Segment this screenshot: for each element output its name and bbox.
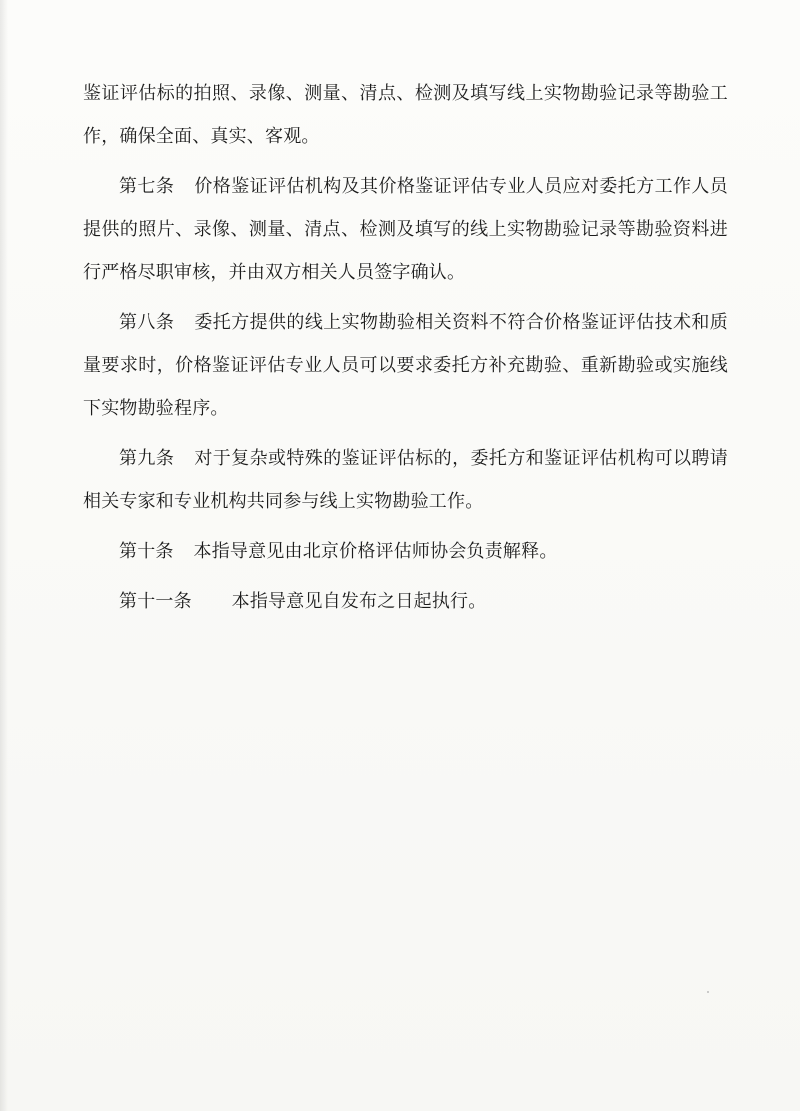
article-label: 第十一条 (119, 591, 192, 612)
article-label: 第七条 (119, 176, 175, 197)
paragraph-text: 鉴证评估标的拍照、录像、测量、清点、检测及填写线上实物勘验记录等勘验工作，确保全面、真实、客观。 (83, 83, 728, 147)
paragraph-continuation (83, 72, 728, 158)
scan-speck (707, 991, 709, 993)
article-label: 第十条 (119, 541, 174, 562)
article-7 (83, 165, 728, 294)
article-label: 第九条 (119, 448, 175, 469)
article-text: 委托方提供的线上实物勘验相关资料不符合价格鉴证评估技术和质量要求时，价格鉴证评估专业人员可以要求委托方补充勘验、重新勘验或实施线下实物勘验程序。 (83, 312, 729, 419)
article-10 (83, 530, 728, 573)
article-9 (83, 437, 728, 523)
article-label: 第八条 (119, 312, 175, 333)
article-11 (83, 580, 728, 623)
document-body (83, 72, 728, 630)
article-text: 价格鉴证评估机构及其价格鉴证评估专业人员应对委托方工作人员提供的照片、录像、测量、清点、检测及填写的线上实物勘验记录等勘验资料进行严格尽职审核，并由双方相关人员签字确认。 (83, 176, 729, 283)
scan-edge-shadow (0, 0, 8, 1111)
article-8 (83, 301, 728, 430)
article-text: 本指导意见由北京价格评估师协会负责解释。 (193, 541, 558, 562)
article-text: 本指导意见自发布之日起执行。 (231, 591, 487, 612)
article-text: 对于复杂或特殊的鉴证评估标的，委托方和鉴证评估机构可以聘请相关专家和专业机构共同参与线上实物勘验工作。 (83, 448, 729, 512)
